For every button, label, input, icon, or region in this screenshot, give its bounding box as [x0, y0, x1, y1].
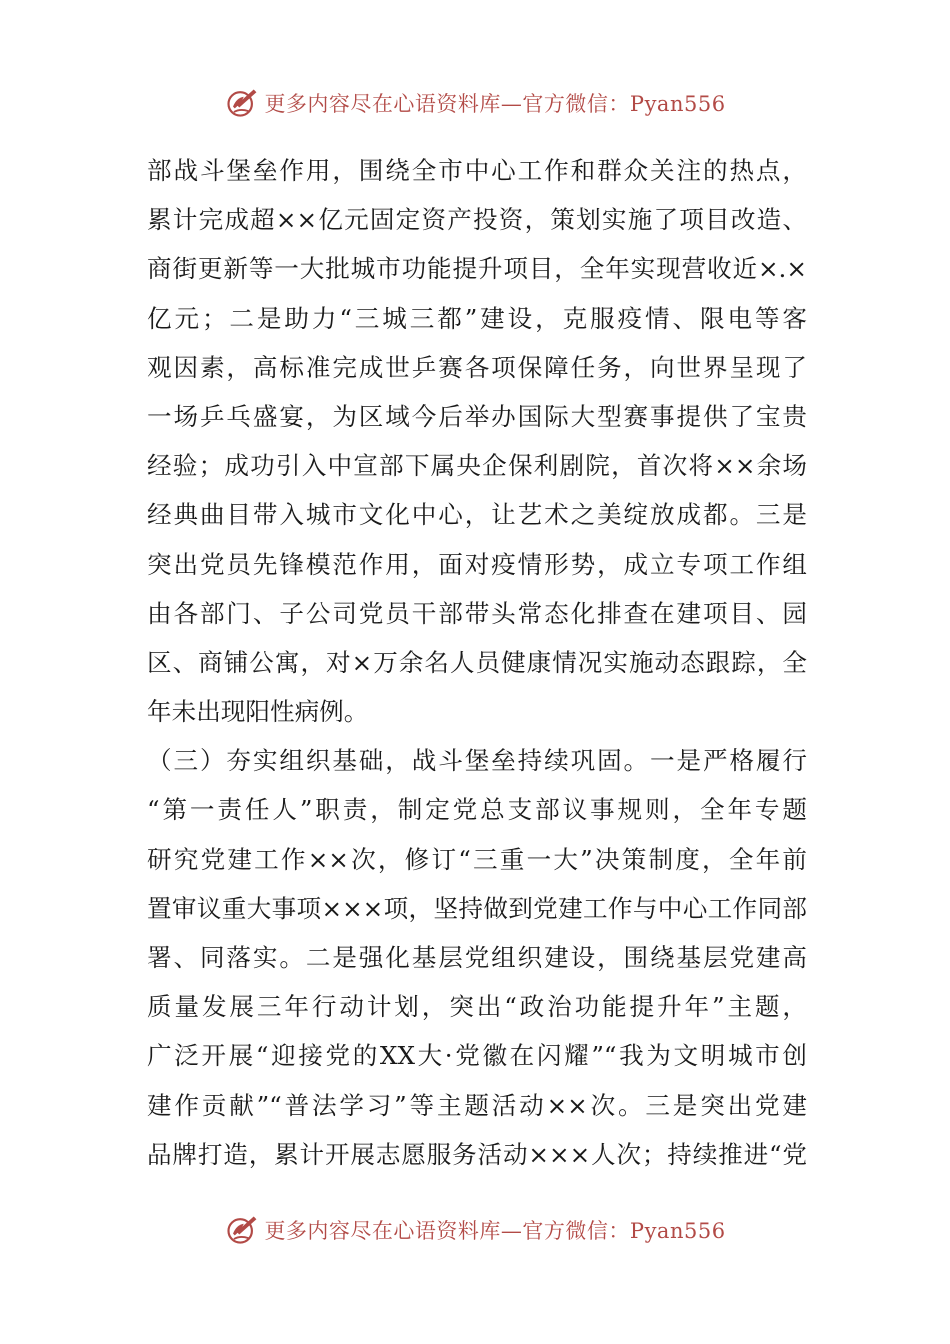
- text-line: 部战斗堡垒作用，围绕全市中心工作和群众关注的热点，: [147, 156, 807, 185]
- section-heading-line: （三）夯实组织基础，战斗堡垒持续巩固。一是严格履行: [147, 746, 807, 776]
- text-line: 经典曲目带入城市文化中心，让艺术之美绽放成都。三是: [147, 500, 807, 530]
- text-line: 经验；成功引入中宣部下属央企保利剧院，首次将××余场: [147, 451, 807, 481]
- text-line: 广泛开展“迎接党的XX大·党徽在闪耀”“我为文明城市创: [147, 1041, 807, 1071]
- text-line-paragraph-end: 年未出现阳性病例。: [147, 697, 369, 727]
- text-line: 研究党建工作××次，修订“三重一大”决策制度，全年前: [147, 844, 807, 874]
- watermark-banner-top: [0, 83, 950, 123]
- watermark-text: 更多内容尽在心语资料库—官方微信：Pyan556: [264, 1219, 726, 1243]
- pen-nib-circle-logo-icon: [224, 85, 260, 121]
- text-line: 亿元；二是助力“三城三都”建设，克服疫情、限电等客: [147, 303, 807, 333]
- text-line: 质量发展三年行动计划，突出“政治功能提升年”主题，: [147, 992, 807, 1022]
- text-line: 一场乒乓盛宴，为区域今后举办国际大型赛事提供了宝贵: [147, 401, 807, 431]
- text-line: 品牌打造，累计开展志愿服务活动×××人次；持续推进“党: [147, 1139, 807, 1169]
- text-line: 由各部门、子公司党员干部带头常态化排查在建项目、园: [147, 598, 807, 628]
- text-line: 观因素，高标准完成世乒赛各项保障任务，向世界呈现了: [147, 352, 807, 382]
- document-body: [147, 146, 807, 1179]
- text-line: 突出党员先锋模范作用，面对疫情形势，成立专项工作组: [147, 549, 807, 579]
- text-line: 商街更新等一大批城市功能提升项目，全年实现营收近×.×: [147, 254, 807, 284]
- text-line: 区、商铺公寓，对×万余名人员健康情况实施动态跟踪，全: [147, 647, 807, 677]
- text-line: “第一责任人”职责，制定党总支部议事规则，全年专题: [147, 795, 807, 825]
- pen-nib-circle-logo-icon: [224, 1212, 260, 1248]
- watermark-banner-bottom: [0, 1210, 950, 1250]
- watermark-text: 更多内容尽在心语资料库—官方微信：Pyan556: [264, 92, 726, 116]
- text-line: 置审议重大事项×××项，坚持做到党建工作与中心工作同部: [147, 893, 807, 923]
- text-line: 建作贡献”“普法学习”等主题活动××次。三是突出党建: [147, 1090, 807, 1120]
- text-line: 署、同落实。二是强化基层党组织建设，围绕基层党建高: [147, 943, 807, 972]
- text-line: 累计完成超××亿元固定资产投资，策划实施了项目改造、: [147, 205, 807, 235]
